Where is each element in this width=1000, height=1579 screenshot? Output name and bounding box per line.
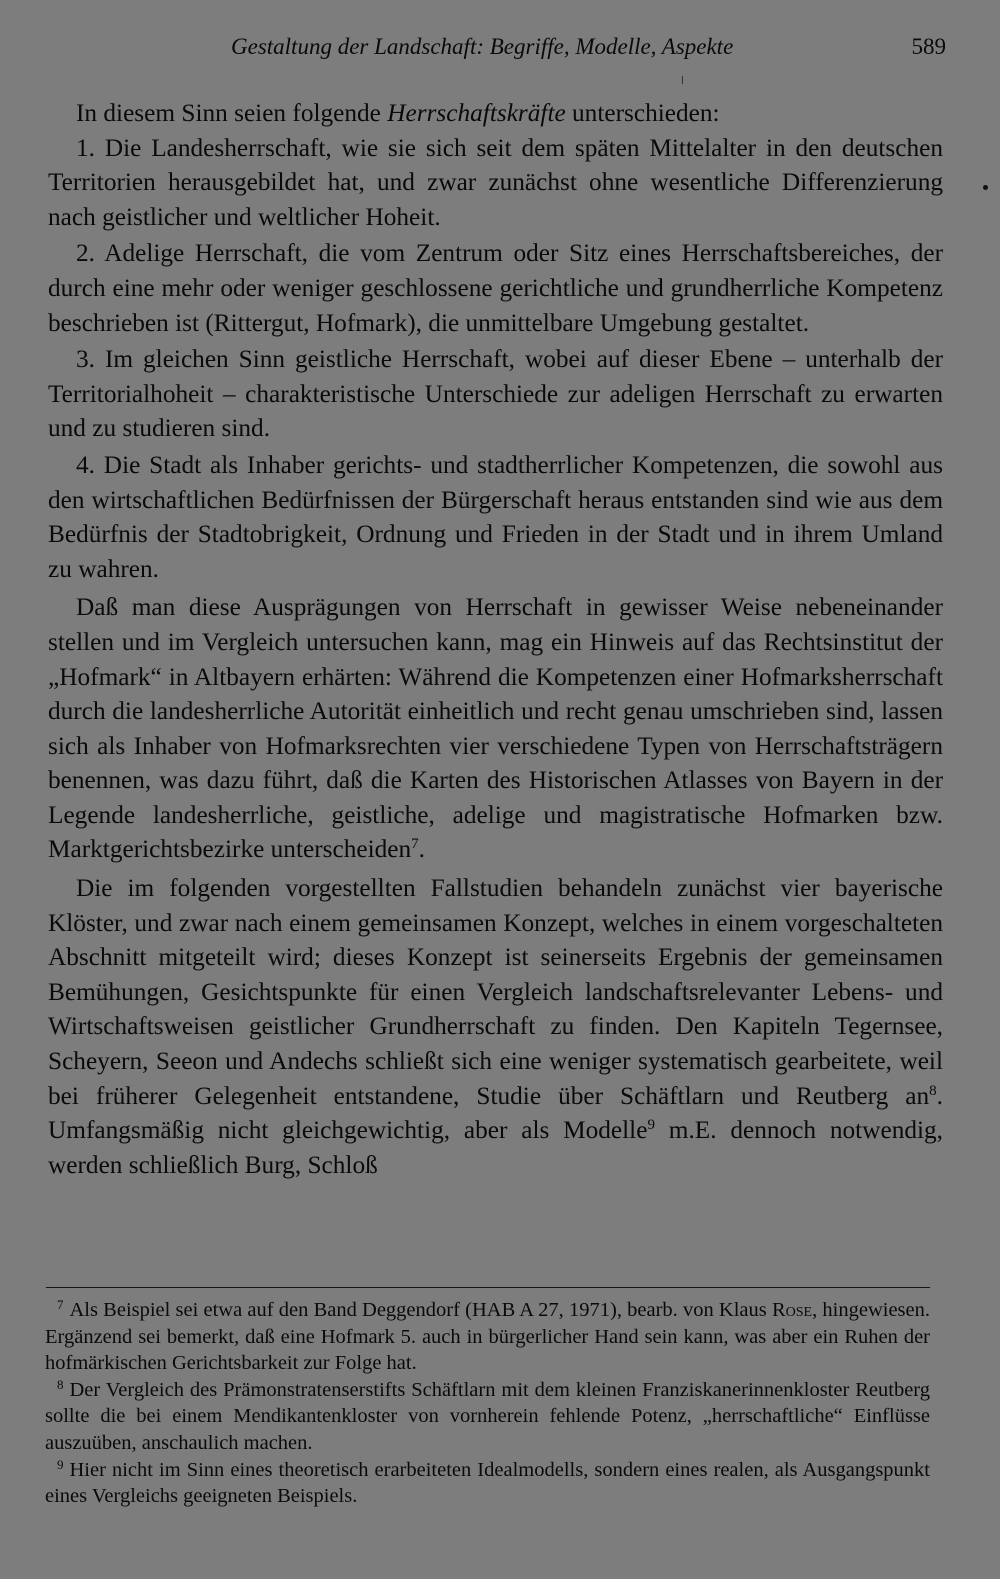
paragraph-hofmark-end: . — [418, 835, 425, 864]
main-text — [48, 96, 943, 1182]
paragraph-case-studies-text-a: Die im folgenden vorgestellten Fallstudien behandeln zunächst vier bayerische Klöster, und zwar nach einem gemeinsamen Konzept, welches in einem vorgeschalteten Abschnitt mitgeteilt wird; dieses Konzept ist seinerseits Ergebnis der gemeinsamen Bemühungen, Gesichtspunkte für einen Vergleich landschaftsrelevanter Lebens- und Wirtschaftsweisen geistlicher Grundherrschaft zu finden. Den Kapiteln Tegernsee, Scheyern, Seeon und Andechs schließt sich eine weniger systematisch gearbeitete, weil bei früherer Gelegenheit entstandene, Studie über Schäftlarn und Reutberg an — [48, 874, 943, 1110]
footnote-ref-7: 7 — [411, 836, 419, 853]
footnote-7-number: 7 — [57, 1297, 64, 1312]
intro-paragraph — [48, 96, 943, 131]
footnote-rule — [46, 1287, 930, 1288]
paragraph-case-studies — [48, 871, 943, 1182]
running-title: Gestaltung der Landschaft: Begriffe, Modelle, Aspekte — [231, 34, 734, 59]
footnote-8-text: Der Vergleich des Prämonstratenserstifts Schäftlarn mit dem kleinen Franziskanerinnenkloster Reutberg sollte die bei einem Mendikantenkloster von vornherein fehlende Potenz, „herrschaftliche“ Einflüsse auszuüben, anschaulich machen. — [45, 1378, 930, 1454]
footnote-9-text: Hier nicht im Sinn eines theoretisch erarbeiteten Idealmodells, sondern eines realen, als Ausgangspunkt eines Vergleichs geeigneten Beispiels. — [45, 1458, 930, 1508]
list-item-2: 2. Adelige Herrschaft, die vom Zentrum oder Sitz eines Herrschaftsbereiches, der durch eine mehr oder weniger geschlossene gerichtliche und grundherrliche Kompetenz beschrieben ist (Rittergut, Hofmark), die unmittelbare Umgebung gestaltet. — [48, 239, 943, 337]
intro-text-after: unterschieden: — [565, 99, 720, 127]
footnote-7 — [45, 1297, 930, 1377]
intro-emphasis: Herrschaftskräfte — [387, 99, 566, 127]
footnote-7-text-a: Als Beispiel sei etwa auf den Band Deggendorf (HAB A 27, 1971), bearb. von Klaus — [69, 1299, 772, 1321]
paragraph-hofmark — [48, 590, 943, 867]
footnote-9 — [45, 1457, 930, 1510]
footnote-7-text-b: , hingewiesen. Ergänzend sei bemerkt, daß eine Hofmark 5. auch in bürgerlicher Hand sein kann, was aber ein Ruhen der hofmärkischen Gerichtsbarkeit zur Folge hat. — [45, 1299, 930, 1375]
intro-text-before: In diesem Sinn seien folgende — [76, 99, 388, 127]
page-number: 589 — [911, 34, 946, 59]
footnote-7-author: Rose — [771, 1299, 813, 1321]
paragraph-hofmark-text: Daß man diese Ausprägungen von Herrschaft in gewisser Weise nebeneinander stellen und im Vergleich untersuchen kann, mag ein Hinweis auf das Rechtsinstitut der „Hofmark“ in Altbayern erhärten: Während die Kompetenzen einer Hofmarksherrschaft durch die landesherrliche Autorität einheitlich und recht genau umschrieben sind, lassen sich als Inhaber von Hofmarksrechten vier verschiedene Typen von Herrschaftsträgern benennen, was dazu führt, daß die Karten des Historischen Atlasses von Bayern in der Legende landesherrliche, geistliche, adelige und magistratische Hofmarken bzw. Marktgerichtsbezirke unterscheiden — [48, 593, 943, 864]
margin-dot — [983, 185, 988, 190]
list-item-1: 1. Die Landesherrschaft, wie sie sich seit dem späten Mittelalter in den deutschen Territorien herausgebildet hat, und zwar zunächst ohne wesentliche Differenzierung nach geistlicher und weltlicher Hoheit. — [48, 133, 943, 231]
footnote-8-number: 8 — [57, 1376, 64, 1392]
list-item-3: 3. Im gleichen Sinn geistliche Herrschaft, wobei auf dieser Ebene – unterhalb der Territorialhoheit – charakteristische Unterschiede zur adeligen Herrschaft zu erwarten und zu studieren sind. — [48, 345, 943, 443]
footnote-ref-9: 9 — [647, 1117, 655, 1134]
scan-mark — [682, 76, 683, 84]
page-header — [46, 34, 946, 66]
footnote-8 — [45, 1377, 930, 1457]
list-item-4: 4. Die Stadt als Inhaber gerichts- und stadtherrlicher Kompetenzen, die sowohl aus den wirtschaftlichen Bedürfnissen der Bürgerschaft heraus entstanden sind wie aus dem Bedürfnis der Stadtobrigkeit, Ordnung und Frieden in der Stadt und in ihrem Umland zu wahren. — [48, 450, 943, 583]
paragraph-case-studies-text-c: m.E. dennoch notwendig, werden schließlich Burg, Schloß — [48, 1116, 943, 1179]
footnote-ref-8: 8 — [929, 1082, 937, 1099]
footnotes — [45, 1297, 930, 1510]
footnote-9-number: 9 — [57, 1456, 64, 1472]
paragraph-case-studies-text-b: . Umfangsmäßig nicht gleichgewichtig, aber als Modelle — [48, 1081, 943, 1145]
